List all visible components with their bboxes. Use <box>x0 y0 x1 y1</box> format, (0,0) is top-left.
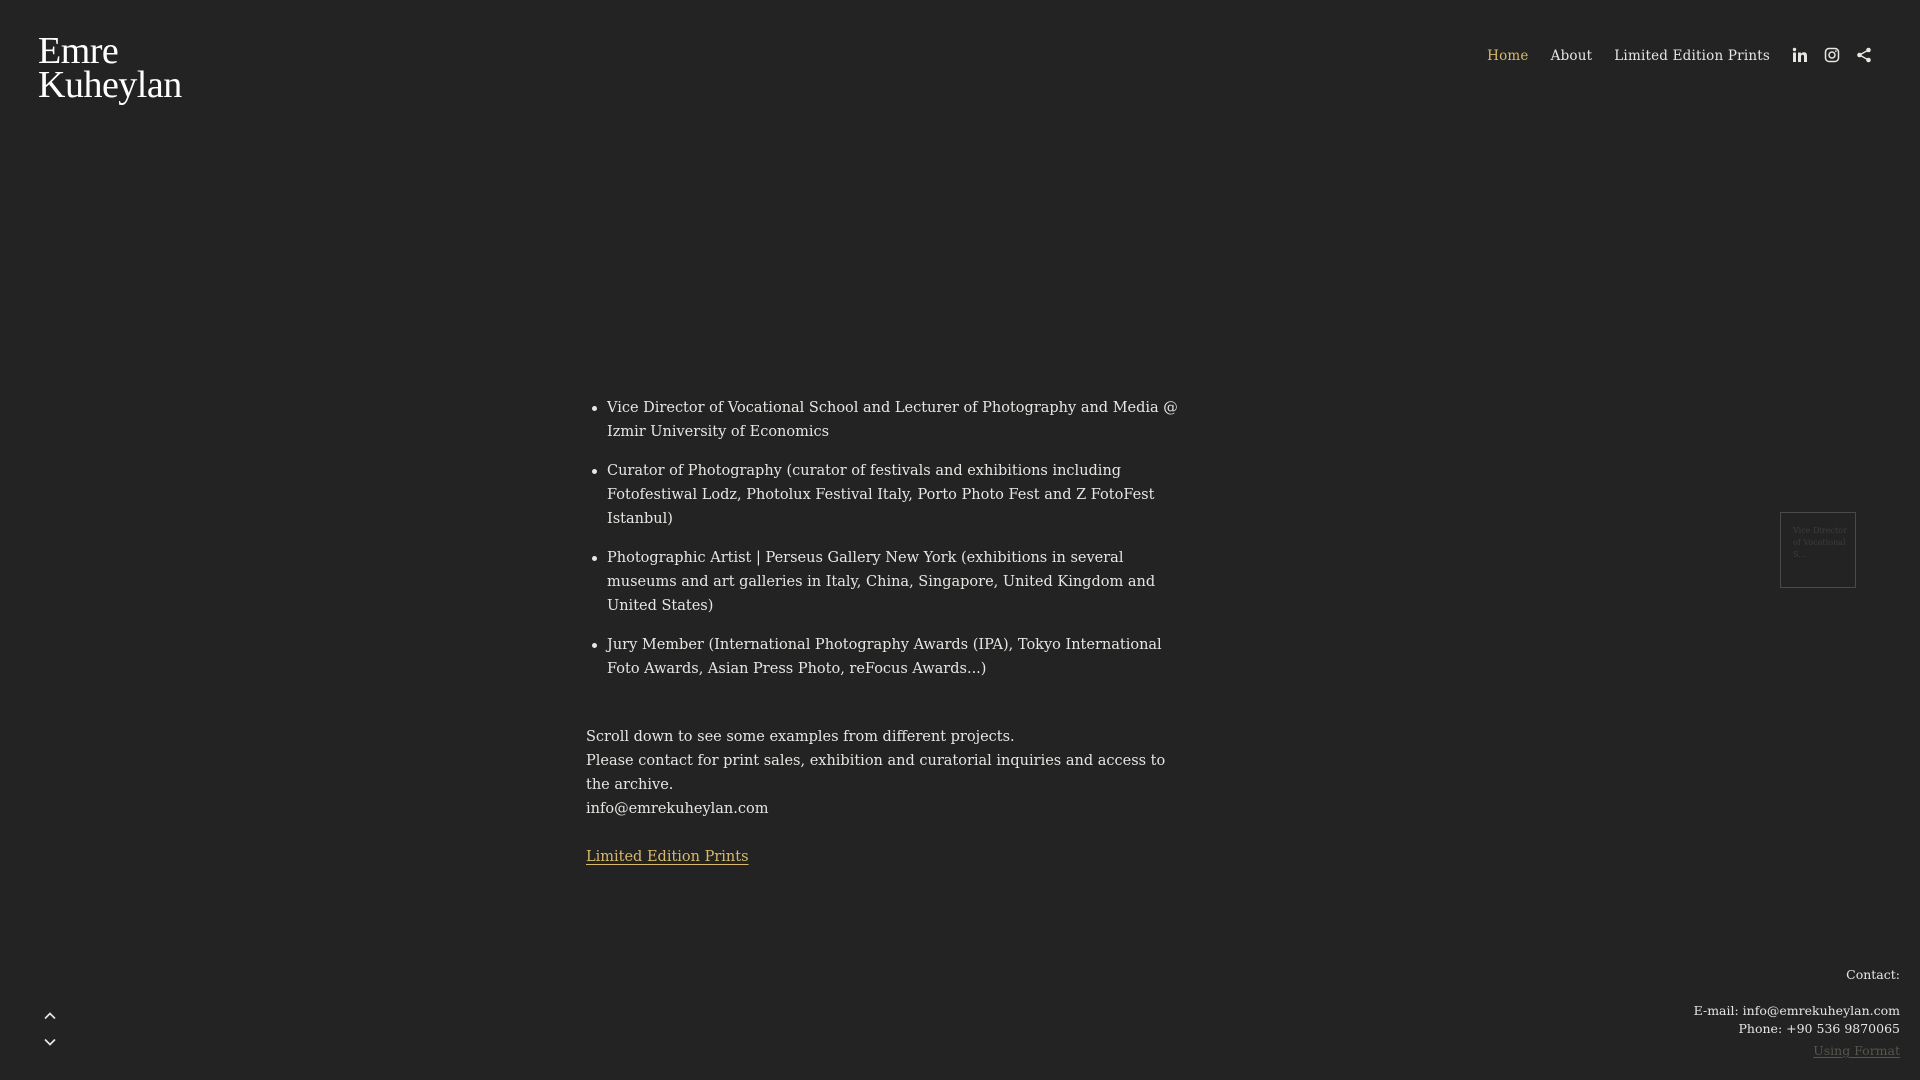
logo-line-1: Emre <box>38 30 119 72</box>
instagram-icon[interactable] <box>1824 47 1840 63</box>
bio-item-text: Curator of Photography (curator of festivals and exhibitions including Fotofestiwal Lodz, Photolux Festival Italy, Porto Photo Fest and Z FotoFest Istanbul) <box>607 463 1155 527</box>
social-links <box>1792 47 1872 63</box>
bullet-dot <box>592 406 597 411</box>
contact-phone: Phone: +90 536 9870065 <box>1738 1021 1900 1036</box>
contact-footer <box>1694 966 1900 1060</box>
slide-navigation <box>42 1008 58 1050</box>
bio-item-text: Vice Director of Vocational School and Lecturer of Photography and Media @ Izmir University of Economics <box>607 400 1178 440</box>
list-item <box>607 396 1186 444</box>
contact-paragraph <box>586 725 1186 821</box>
nav-about[interactable]: About <box>1550 48 1593 64</box>
paragraph-line: Please contact for print sales, exhibition and curatorial inquiries and access to the archive. <box>586 753 1166 793</box>
contact-title: Contact: <box>1846 967 1900 982</box>
list-item <box>607 546 1186 618</box>
bio-item-text: Jury Member (International Photography Awards (IPA), Tokyo International Foto Awards, Asian Press Photo, reFocus Awards...) <box>607 637 1162 677</box>
bullet-dot <box>592 556 597 561</box>
chevron-down-icon[interactable] <box>42 1034 58 1050</box>
logo-line-2: Kuheylan <box>38 64 182 106</box>
share-icon[interactable] <box>1856 47 1872 63</box>
bio-content <box>586 396 1186 869</box>
list-item <box>607 459 1186 531</box>
contact-email: E-mail: info@emrekuheylan.com <box>1693 1003 1900 1018</box>
chevron-up-icon[interactable] <box>42 1008 58 1024</box>
list-item <box>607 633 1186 681</box>
bio-item-text: Photographic Artist | Perseus Gallery New York (exhibitions in several museums and art galleries in Italy, China, Singapore, United Kingdom and United States) <box>607 550 1156 614</box>
thumbnail-text: Vice Director of Vocational S... <box>1793 526 1847 559</box>
bio-list <box>586 396 1186 681</box>
linkedin-icon[interactable] <box>1792 47 1808 63</box>
limited-edition-prints-link[interactable]: Limited Edition Prints <box>586 849 749 865</box>
paragraph-line: Scroll down to see some examples from different projects. <box>586 729 1015 745</box>
nav-home[interactable]: Home <box>1487 48 1529 64</box>
site-logo[interactable] <box>38 30 182 106</box>
using-format-link[interactable]: Using Format <box>1813 1043 1900 1058</box>
slide-thumbnail[interactable] <box>1780 512 1856 588</box>
paragraph-email: info@emrekuheylan.com <box>586 801 769 817</box>
nav-limited-edition-prints[interactable]: Limited Edition Prints <box>1614 48 1770 64</box>
bullet-dot <box>592 643 597 648</box>
main-nav <box>1487 48 1770 64</box>
bullet-dot <box>592 469 597 474</box>
